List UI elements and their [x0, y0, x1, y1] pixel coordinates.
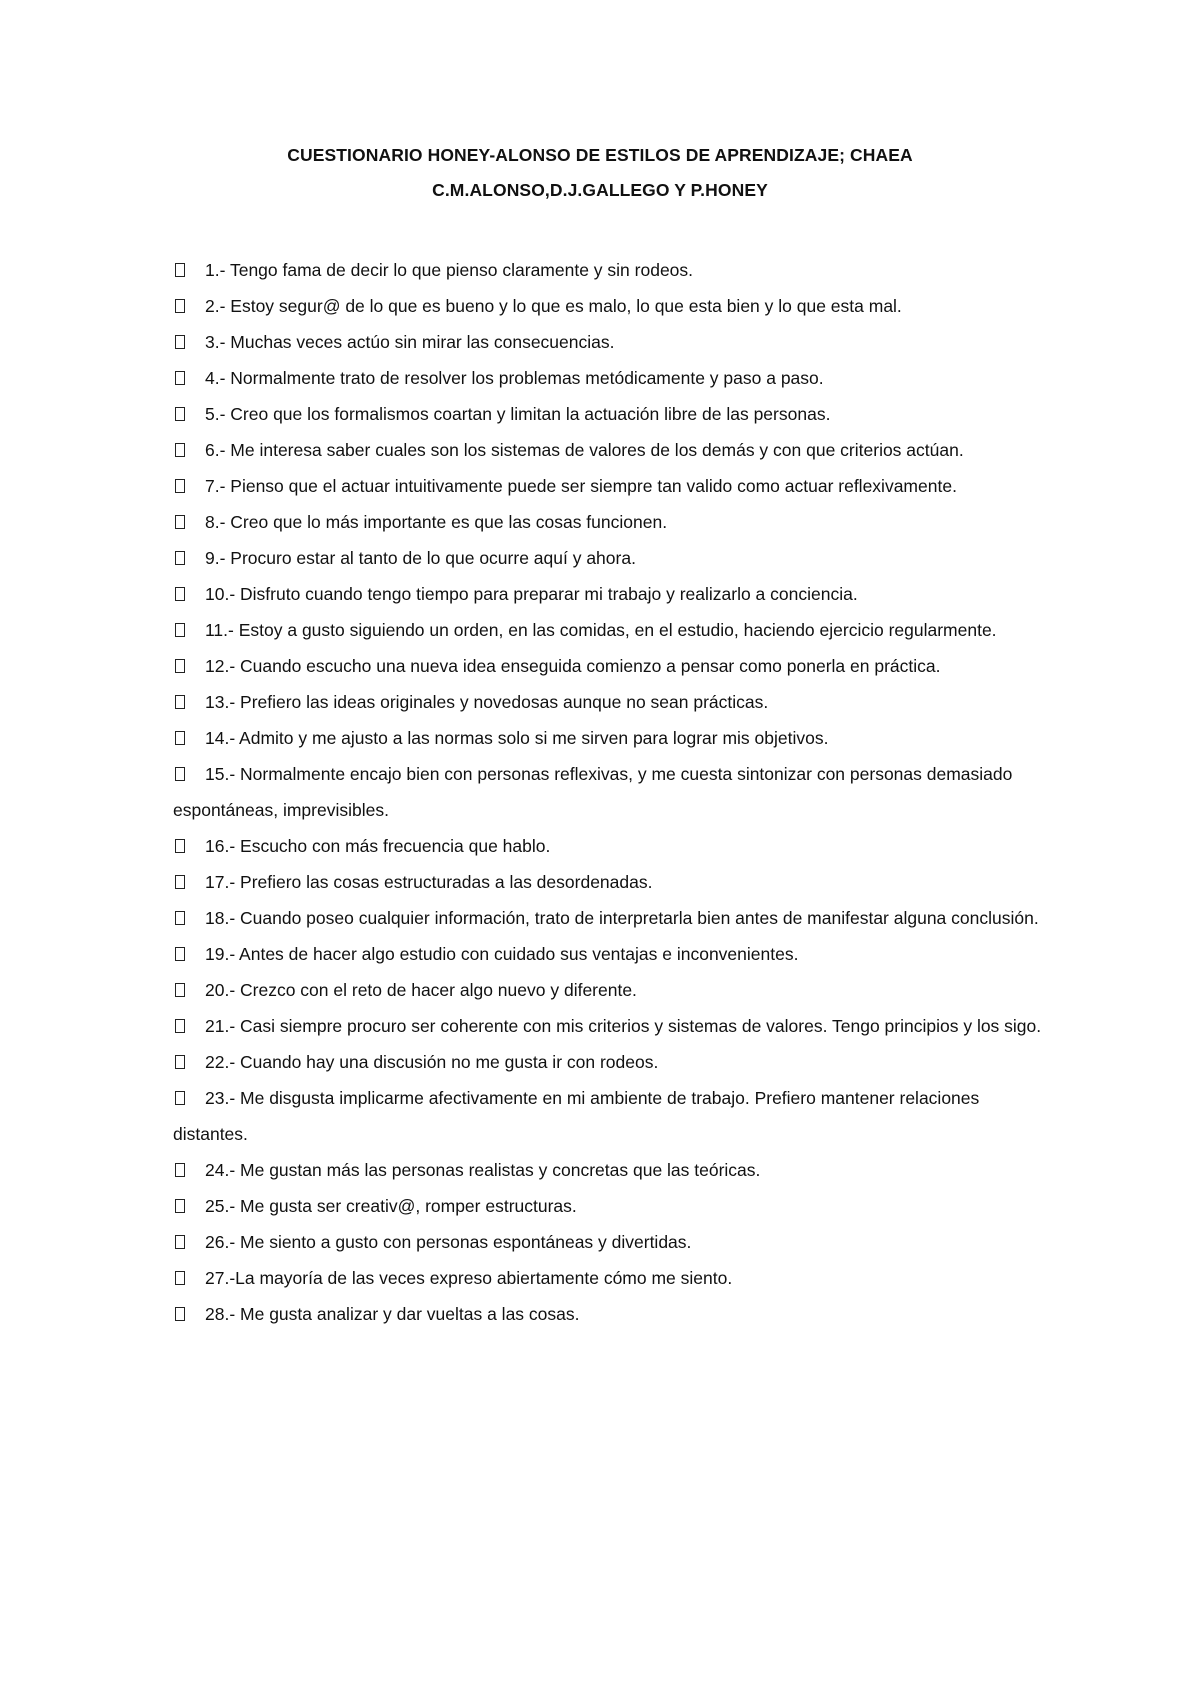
question-text: 2.- Estoy segur@ de lo que es bueno y lo que es malo, lo que esta bien y lo que esta mal.: [205, 296, 902, 316]
question-text: 4.- Normalmente trato de resolver los problemas metódicamente y paso a paso.: [205, 368, 824, 388]
checkbox-icon[interactable]: [175, 515, 185, 529]
question-list: [173, 252, 1053, 1332]
checkbox-icon[interactable]: [175, 875, 185, 889]
document-title: CUESTIONARIO HONEY-ALONSO DE ESTILOS DE APRENDIZAJE; CHAEA: [287, 145, 913, 165]
question-text: 9.- Procuro estar al tanto de lo que ocurre aquí y ahora.: [205, 548, 636, 568]
question-item: [173, 360, 1053, 396]
question-item: [173, 540, 1053, 576]
question-text: 13.- Prefiero las ideas originales y novedosas aunque no sean prácticas.: [205, 692, 769, 712]
question-text: 27.-La mayoría de las veces expreso abiertamente cómo me siento.: [205, 1268, 733, 1288]
question-item: [173, 1008, 1053, 1044]
question-item: [173, 612, 1053, 648]
question-item: [173, 432, 1053, 468]
checkbox-icon[interactable]: [175, 1091, 185, 1105]
question-text: 6.- Me interesa saber cuales son los sistemas de valores de los demás y con que criterios actúan.: [205, 440, 964, 460]
question-text: 11.- Estoy a gusto siguiendo un orden, en las comidas, en el estudio, haciendo ejercicio regularmente.: [205, 620, 997, 640]
question-item: [173, 1188, 1053, 1224]
checkbox-icon[interactable]: [175, 1055, 185, 1069]
question-item: [173, 1152, 1053, 1188]
question-text: 7.- Pienso que el actuar intuitivamente puede ser siempre tan valido como actuar reflexivamente.: [205, 476, 957, 496]
question-item: [173, 1260, 1053, 1296]
checkbox-icon[interactable]: [175, 407, 185, 421]
question-item: [173, 252, 1053, 288]
checkbox-icon[interactable]: [175, 1271, 185, 1285]
question-item: [173, 1224, 1053, 1260]
question-text: 5.- Creo que los formalismos coartan y limitan la actuación libre de las personas.: [205, 404, 831, 424]
checkbox-icon[interactable]: [175, 371, 185, 385]
checkbox-icon[interactable]: [175, 659, 185, 673]
question-item: [173, 828, 1053, 864]
checkbox-icon[interactable]: [175, 623, 185, 637]
document-authors: C.M.ALONSO,D.J.GALLEGO Y P.HONEY: [432, 180, 768, 200]
question-item: [173, 900, 1053, 936]
checkbox-icon[interactable]: [175, 1307, 185, 1321]
checkbox-icon[interactable]: [175, 587, 185, 601]
checkbox-icon[interactable]: [175, 1019, 185, 1033]
checkbox-icon[interactable]: [175, 263, 185, 277]
question-text: 10.- Disfruto cuando tengo tiempo para preparar mi trabajo y realizarlo a conciencia.: [205, 584, 858, 604]
checkbox-icon[interactable]: [175, 551, 185, 565]
question-text: 22.- Cuando hay una discusión no me gusta ir con rodeos.: [205, 1052, 659, 1072]
checkbox-icon[interactable]: [175, 299, 185, 313]
question-text: 23.- Me disgusta implicarme afectivamente en mi ambiente de trabajo. Prefiero mantener relaciones distantes.: [173, 1088, 980, 1144]
checkbox-icon[interactable]: [175, 1163, 185, 1177]
question-text: 12.- Cuando escucho una nueva idea enseguida comienzo a pensar como ponerla en práctica.: [205, 656, 941, 676]
question-text: 21.- Casi siempre procuro ser coherente con mis criterios y sistemas de valores. Tengo principios y los sigo.: [205, 1016, 1042, 1036]
checkbox-icon[interactable]: [175, 731, 185, 745]
question-item: [173, 972, 1053, 1008]
question-text: 14.- Admito y me ajusto a las normas solo si me sirven para lograr mis objetivos.: [205, 728, 829, 748]
question-text: 26.- Me siento a gusto con personas espontáneas y divertidas.: [205, 1232, 692, 1252]
question-text: 16.- Escucho con más frecuencia que hablo.: [205, 836, 551, 856]
checkbox-icon[interactable]: [175, 1199, 185, 1213]
question-text: 20.- Crezco con el reto de hacer algo nuevo y diferente.: [205, 980, 637, 1000]
question-text: 15.- Normalmente encajo bien con personas reflexivas, y me cuesta sintonizar con personas demasiado espontáneas, imprevisibles.: [173, 764, 1013, 820]
checkbox-icon[interactable]: [175, 983, 185, 997]
question-text: 18.- Cuando poseo cualquier información, trato de interpretarla bien antes de manifestar alguna conclusión.: [205, 908, 1039, 928]
checkbox-icon[interactable]: [175, 947, 185, 961]
question-item: [173, 1296, 1053, 1332]
question-item: [173, 648, 1053, 684]
checkbox-icon[interactable]: [175, 479, 185, 493]
question-item: [173, 756, 1053, 828]
question-item: [173, 864, 1053, 900]
question-item: [173, 396, 1053, 432]
question-item: [173, 1044, 1053, 1080]
question-text: 8.- Creo que lo más importante es que las cosas funcionen.: [205, 512, 668, 532]
question-text: 28.- Me gusta analizar y dar vueltas a las cosas.: [205, 1304, 580, 1324]
question-item: [173, 504, 1053, 540]
question-text: 24.- Me gustan más las personas realistas y concretas que las teóricas.: [205, 1160, 761, 1180]
checkbox-icon[interactable]: [175, 1235, 185, 1249]
question-item: [173, 684, 1053, 720]
question-item: [173, 936, 1053, 972]
question-item: [173, 468, 1053, 504]
checkbox-icon[interactable]: [175, 335, 185, 349]
checkbox-icon[interactable]: [175, 839, 185, 853]
question-text: 3.- Muchas veces actúo sin mirar las consecuencias.: [205, 332, 615, 352]
question-item: [173, 1080, 1053, 1152]
question-text: 19.- Antes de hacer algo estudio con cuidado sus ventajas e inconvenientes.: [205, 944, 799, 964]
checkbox-icon[interactable]: [175, 443, 185, 457]
question-item: [173, 288, 1053, 324]
checkbox-icon[interactable]: [175, 695, 185, 709]
question-item: [173, 324, 1053, 360]
question-item: [173, 720, 1053, 756]
question-text: 1.- Tengo fama de decir lo que pienso claramente y sin rodeos.: [205, 260, 694, 280]
checkbox-icon[interactable]: [175, 911, 185, 925]
question-text: 25.- Me gusta ser creativ@, romper estructuras.: [205, 1196, 577, 1216]
checkbox-icon[interactable]: [175, 767, 185, 781]
question-text: 17.- Prefiero las cosas estructuradas a las desordenadas.: [205, 872, 653, 892]
question-item: [173, 576, 1053, 612]
